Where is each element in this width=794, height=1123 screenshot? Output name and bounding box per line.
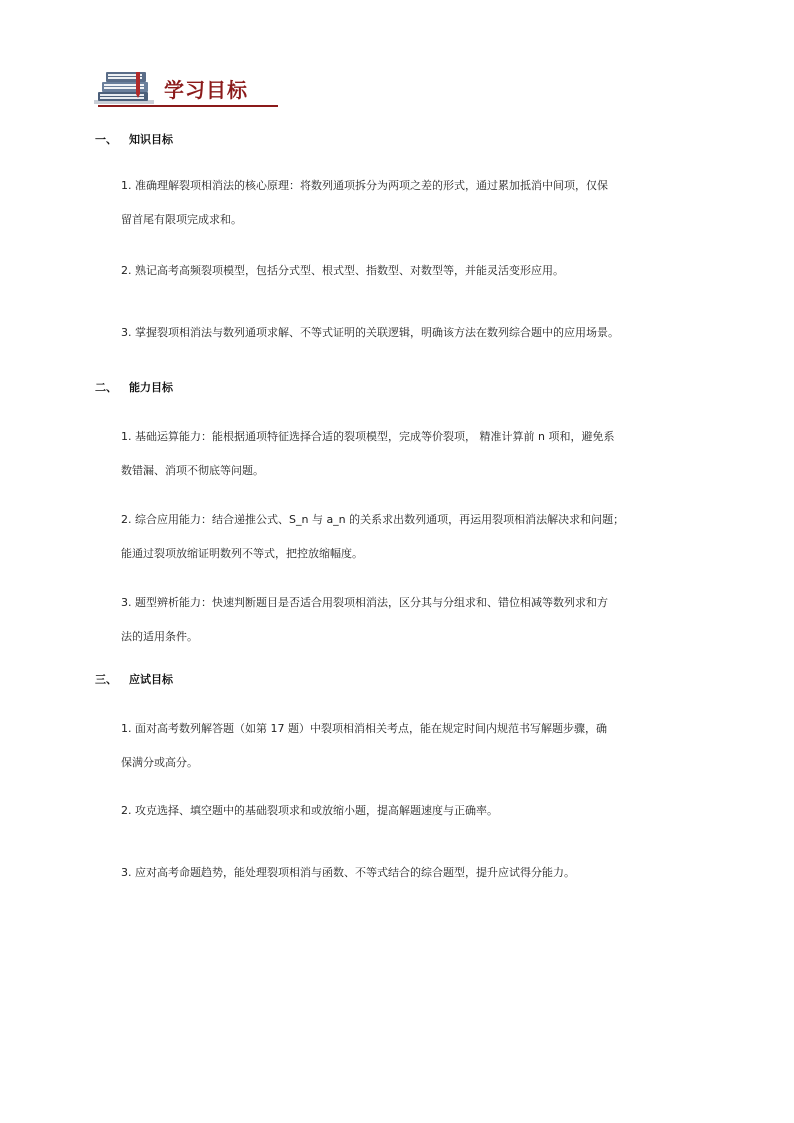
list-item: [121, 169, 731, 237]
list-item: [121, 856, 731, 890]
item-line: 3. 题型辨析能力：快速判断题目是否适合用裂项相消法，区分其与分组求和、错位相减等数列求和方: [121, 596, 608, 609]
list-item: [121, 503, 731, 571]
list-item: [121, 420, 731, 488]
item-line: 2. 熟记高考高频裂项模型，包括分式型、根式型、指数型、对数型等，并能灵活变形应用。: [121, 264, 564, 277]
book-stack-icon: [92, 64, 158, 110]
item-line: 1. 面对高考数列解答题（如第 17 题）中裂项相消相关考点，能在规定时间内规范书写解题步骤，确: [121, 722, 607, 735]
section-heading-ability: [95, 379, 173, 395]
item-line: 3. 掌握裂项相消法与数列通项求解、不等式证明的关联逻辑，明确该方法在数列综合题中的应用场景。: [121, 326, 619, 339]
item-line: 1. 基础运算能力：能根据通项特征选择合适的裂项模型，完成等价裂项， 精准计算前 n 项和，避免系: [121, 430, 615, 443]
page-header: [92, 64, 278, 110]
section-title: 应试目标: [129, 673, 173, 686]
section-number: 一、: [95, 133, 117, 146]
list-item: [121, 586, 731, 654]
section-title: 知识目标: [129, 133, 173, 146]
item-line: 1. 准确理解裂项相消法的核心原理：将数列通项拆分为两项之差的形式，通过累加抵消中间项，仅保: [121, 179, 608, 192]
item-line: 2. 综合应用能力：结合递推公式、S_n 与 a_n 的关系求出数列通项，再运用裂项相消法解决求和问题；: [121, 513, 625, 526]
list-item: [121, 794, 731, 828]
header-divider: [98, 105, 278, 107]
list-item: [121, 712, 731, 780]
section-title: 能力目标: [129, 381, 173, 394]
section-heading-knowledge: [95, 131, 173, 147]
section-heading-exam: [95, 671, 173, 687]
section-number: 二、: [95, 381, 117, 394]
page-title: 学习目标: [164, 78, 248, 102]
item-line: 数错漏、消项不彻底等问题。: [121, 464, 264, 477]
list-item: [121, 316, 731, 350]
item-line: 保满分或高分。: [121, 756, 198, 769]
item-line: 2. 攻克选择、填空题中的基础裂项求和或放缩小题，提高解题速度与正确率。: [121, 804, 498, 817]
item-line: 法的适用条件。: [121, 630, 198, 643]
item-line: 3. 应对高考命题趋势，能处理裂项相消与函数、不等式结合的综合题型，提升应试得分能力。: [121, 866, 575, 879]
section-number: 三、: [95, 673, 117, 686]
list-item: [121, 254, 731, 288]
item-line: 留首尾有限项完成求和。: [121, 213, 242, 226]
item-line: 能通过裂项放缩证明数列不等式，把控放缩幅度。: [121, 547, 363, 560]
